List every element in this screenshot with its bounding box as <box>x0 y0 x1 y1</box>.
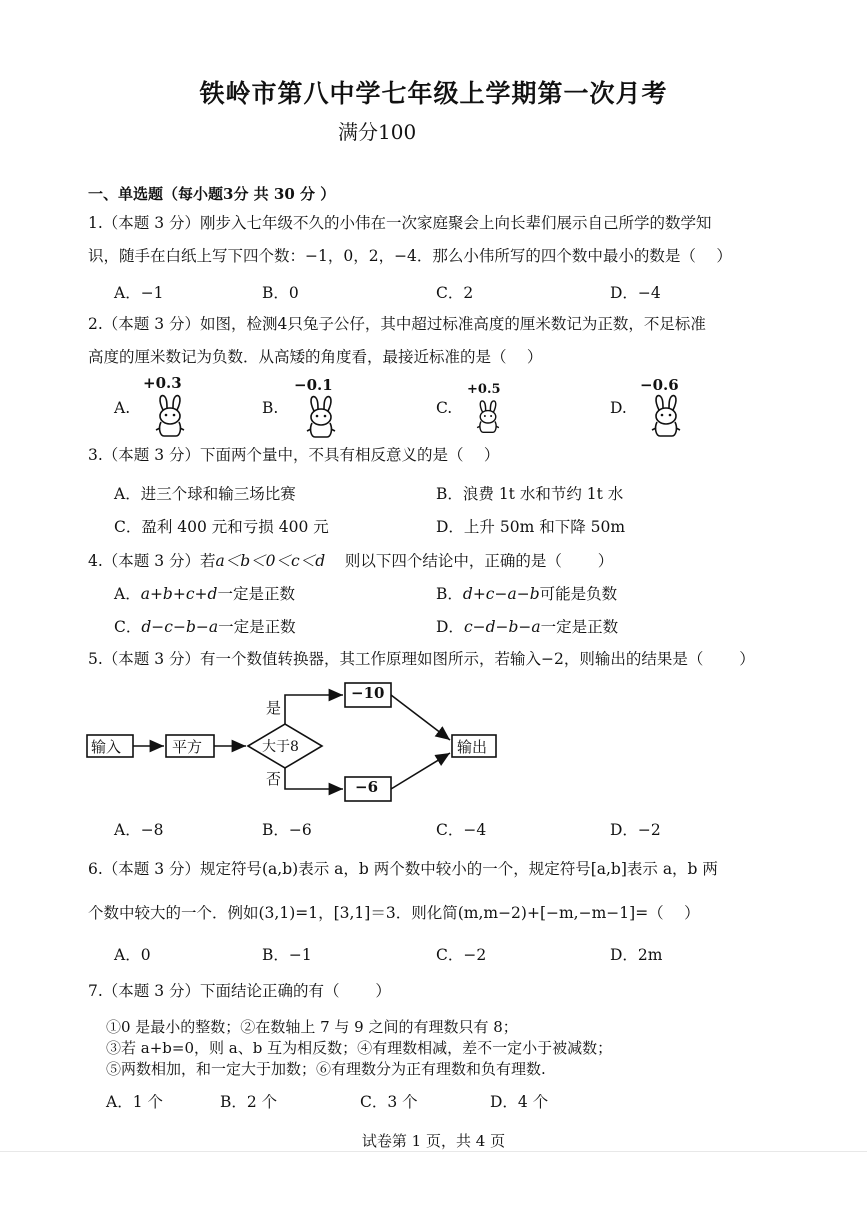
q1-option-d: D．−4 <box>610 284 661 302</box>
q3-line1: 3.（本题 3 分）下面两个量中，不具有相反意义的是（ ） <box>88 446 500 464</box>
q2-option-d: D. <box>610 399 627 417</box>
q3-option-a: A．进三个球和输三场比赛 <box>114 485 296 503</box>
q4-stem-suffix: 则以下四个结论中，正确的是（ ） <box>344 552 614 570</box>
q2-line1: 2.（本题 3 分）如图，检测4只兔子公仔，其中超过标准高度的厘米数记为正数，不足标准 <box>88 315 706 333</box>
q4-option-c-letter: C． <box>114 618 142 636</box>
bunny-icon-a <box>152 392 188 438</box>
flow-top-value: −10 <box>351 684 385 702</box>
q7-statement-2: ③若 a+b=0，则 a、b 互为相反数；④有理数相减，差不一定小于被减数； <box>106 1039 613 1057</box>
q2-value-a: +0.3 <box>143 374 182 392</box>
q4-option-c <box>114 615 296 637</box>
flow-input-label: 输入 <box>91 738 122 756</box>
q4-option-a-text: 一定是正数 <box>217 585 295 603</box>
q3-option-b: B．浪费 1t 水和节约 1t 水 <box>436 485 624 503</box>
q5-option-d: D．−2 <box>610 821 661 839</box>
q7-option-d: D．4 个 <box>490 1093 549 1111</box>
q4-option-b <box>436 582 617 604</box>
q6-line1: 6.（本题 3 分）规定符号(a,b)表示 a，b 两个数中较小的一个，规定符号[a,b]表示 a，b 两 <box>88 860 718 878</box>
flow-yes-label: 是 <box>266 699 282 717</box>
q7-statement-3: ⑤两数相加，和一定大于加数；⑥有理数分为正有理数和负有理数. <box>106 1060 546 1078</box>
q6-option-a: A．0 <box>114 946 151 964</box>
flow-no-label: 否 <box>266 770 282 788</box>
q4-option-b-text: 可能是负数 <box>539 585 618 603</box>
q2-value-c: +0.5 <box>467 382 501 397</box>
page-footer: 试卷第 1 页，共 4 页 <box>361 1132 506 1150</box>
q2-line2: 高度的厘米数记为负数．从高矮的角度看，最接近标准的是（ ） <box>88 348 543 366</box>
q4-option-d-letter: D． <box>436 618 464 636</box>
section-heading: 一、单选题（每小题3分 共 30 分 ） <box>88 185 336 203</box>
bunny-icon-c <box>474 398 502 434</box>
q3-option-d: D．上升 50m 和下降 50m <box>436 518 626 536</box>
q7-option-a: A．1 个 <box>106 1093 163 1111</box>
q2-value-b: −0.1 <box>294 376 333 394</box>
q4-option-c-expr: d−c−b−a <box>141 618 219 636</box>
q4-option-c-text: 一定是正数 <box>218 618 296 636</box>
q6-option-d: D．2m <box>610 946 663 964</box>
q4-option-b-letter: B． <box>436 585 463 603</box>
q5-line1: 5.（本题 3 分）有一个数值转换器，其工作原理如图所示，若输入−2，则输出的结果是（ ） <box>88 650 755 668</box>
footer-divider <box>0 1151 867 1152</box>
q1-option-a: A．−1 <box>114 284 164 302</box>
q6-option-b: B．−1 <box>262 946 312 964</box>
flow-condition-label: 大于8 <box>262 739 299 755</box>
q3-option-c: C．盈利 400 元和亏损 400 元 <box>114 518 329 536</box>
q2-option-c: C. <box>436 399 453 417</box>
q5-option-c: C．−4 <box>436 821 487 839</box>
q6-option-c: C．−2 <box>436 946 487 964</box>
q2-value-d: −0.6 <box>640 376 679 394</box>
q4-option-d-text: 一定是正数 <box>540 618 619 636</box>
q4-stem-prefix: 4.（本题 3 分）若 <box>88 552 216 570</box>
q5-option-b: B．−6 <box>262 821 312 839</box>
q7-option-c: C．3 个 <box>360 1093 418 1111</box>
q4-stem <box>88 550 613 572</box>
q4-option-d <box>436 615 618 637</box>
q7-statement-1: ①0 是最小的整数；②在数轴上 7 与 9 之间的有理数只有 8； <box>106 1018 518 1036</box>
q1-line1: 1.（本题 3 分）刚步入七年级不久的小伟在一次家庭聚会上向长辈们展示自己所学的数学知 <box>88 214 712 232</box>
full-score: 满分100 <box>338 120 417 144</box>
q2-option-a: A. <box>114 399 131 417</box>
q1-line2: 识，随手在白纸上写下四个数：−1，0，2，−4．那么小伟所写的四个数中最小的数是（ ） <box>88 247 732 265</box>
bunny-icon-b <box>303 393 339 439</box>
flow-square-label: 平方 <box>172 738 203 756</box>
flow-bottom-value: −6 <box>355 778 379 796</box>
q7-line1: 7.（本题 3 分）下面结论正确的有（ ） <box>88 982 391 1000</box>
q4-condition: a＜b＜0＜c＜d <box>215 552 326 570</box>
q1-option-c: C．2 <box>436 284 474 302</box>
q4-option-a <box>114 582 295 604</box>
q1-option-b: B．0 <box>262 284 299 302</box>
q4-option-b-expr: d+c−a−b <box>462 585 540 603</box>
bunny-icon-d <box>648 392 684 438</box>
q5-option-a: A．−8 <box>114 821 164 839</box>
flow-output-label: 输出 <box>457 738 488 756</box>
q4-option-a-letter: A． <box>114 585 141 603</box>
q5-flowchart <box>0 670 867 810</box>
q6-line2: 个数中较大的一个．例如(3,1)=1，[3,1]＝3．则化简(m,m−2)+[−m,−m−1]=（ ） <box>88 904 700 922</box>
q2-option-b: B. <box>262 399 279 417</box>
q7-option-b: B．2 个 <box>220 1093 278 1111</box>
page-title: 铁岭市第八中学七年级上学期第一次月考 <box>199 79 668 108</box>
q4-option-d-expr: c−d−b−a <box>463 618 541 636</box>
q4-option-a-expr: a+b+c+d <box>140 585 218 603</box>
